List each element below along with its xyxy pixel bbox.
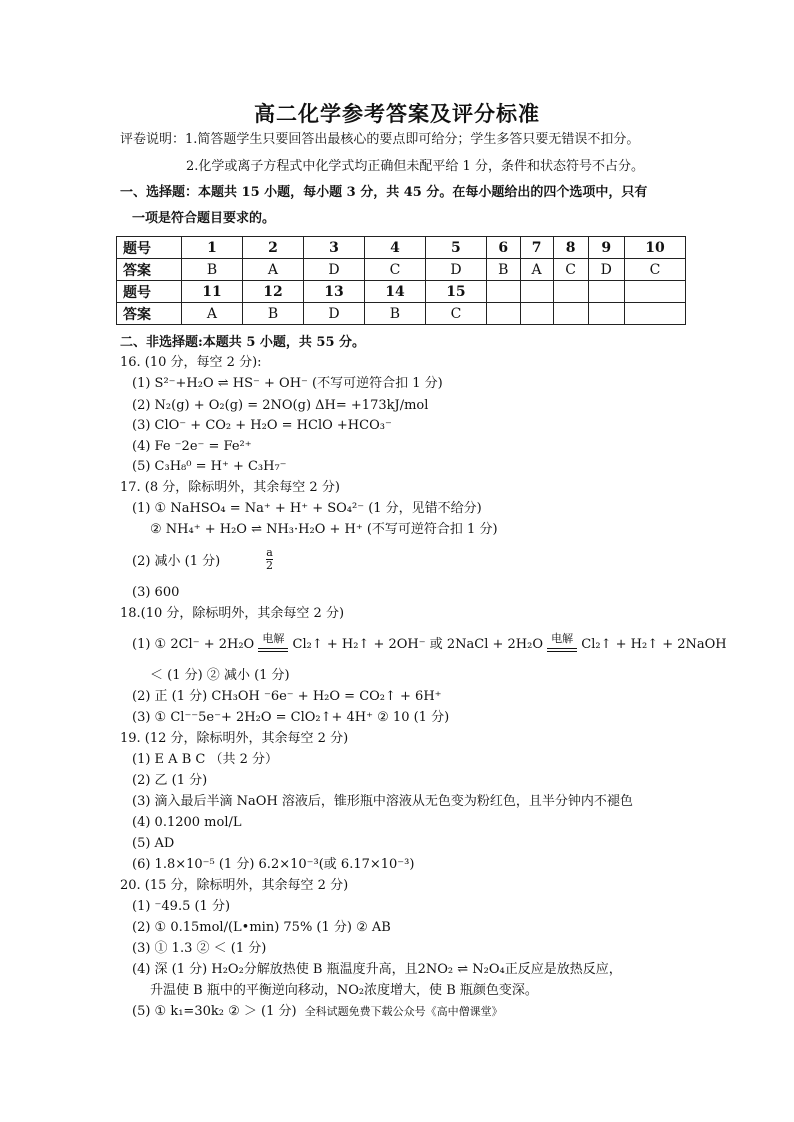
table-cell: 5 [425,237,486,259]
table-cell: 3 [303,237,364,259]
answer-table [116,236,686,325]
q19-answer-3: (3) 滴入最后半滴 NaOH 溶液后，锥形瓶中溶液从无色变为粉红色，且半分钟内不褪色 [132,794,633,809]
grading-notes-1 [120,131,639,149]
q18-answer-1 [132,632,727,658]
q18-eq-left: (1) ① 2Cl⁻ + 2H₂O [132,637,255,652]
table-cell [588,303,624,325]
table-cell: 13 [303,281,364,303]
table-cell: 12 [242,281,303,303]
table-cell: 1 [182,237,243,259]
q17-answer-1: (1) ① NaHSO₄ = Na⁺ + H⁺ + SO₄²⁻ (1 分，见错不给分) [132,501,482,516]
q16-answer-4: (4) Fe ⁻2e⁻ = Fe²⁺ [132,439,252,454]
q19-answer-2: (2) 乙 (1 分) [132,773,208,788]
electrolysis-condition [258,630,288,652]
table-cell: 4 [364,237,425,259]
condition-text: 电解 [262,632,285,645]
q16-answer-5: (5) C₃H₈⁰ = H⁺ + C₃H₇⁻ [132,459,287,474]
table-cell: A [520,259,553,281]
table-cell: C [553,259,588,281]
q19-answer-4: (4) 0.1200 mol/L [132,815,242,830]
table-cell: A [182,303,243,325]
electrolysis-condition [547,630,577,652]
q20-answer-3: (3) ① 1.3 ② ＜ (1 分) [132,941,267,956]
table-cell [624,303,685,325]
table-cell: B [364,303,425,325]
q20-answer-2: (2) ① 0.15mol/(L•min) 75% (1 分) ② AB [132,920,391,935]
table-cell [553,303,588,325]
table-cell: B [242,303,303,325]
table-cell: 7 [520,237,553,259]
table-cell: D [303,259,364,281]
row-label-ans: 答案 [117,303,182,325]
q18-answer-4: (3) ① Cl⁻⁻5e⁻+ 2H₂O = ClO₂↑+ 4H⁺ ② 10 (1 分) [132,710,450,725]
footer-note: 全科试题免费下载公众号《高中僧课堂》 [304,1005,503,1018]
q18-eq-middle: Cl₂↑ + H₂↑ + 2OH⁻ 或 2NaCl + 2H₂O [292,637,543,652]
table-cell: 9 [588,237,624,259]
table-cell: 2 [242,237,303,259]
section1-line1: 一、选择题：本题共 15 小题，每小题 3 分，共 45 分。在每小题给出的四个选项中，只有 [120,185,648,200]
table-cell: D [303,303,364,325]
q16-answer-2: (2) N₂(g) + O₂(g) = 2NO(g) ΔH= +173kJ/mol [132,398,429,413]
q20-heading: 20. (15 分，除标明外，其余每空 2 分) [120,878,349,893]
section1-line2: 一项是符合题目要求的。 [132,211,276,226]
q18-eq-right: Cl₂↑ + H₂↑ + 2NaOH [581,637,727,652]
fraction-numerator: a [266,546,273,559]
table-cell [486,303,520,325]
q20-answer-1: (1) ⁻49.5 (1 分) [132,899,231,914]
page-title: 高二化学参考答案及评分标准 [254,101,540,126]
condition-text: 电解 [551,632,574,645]
q19-answer-1: (1) E A B C （共 2 分） [132,752,278,767]
q16-heading: 16. (10 分，每空 2 分): [120,355,262,370]
equals-sign-icon [258,648,288,652]
table-cell: 8 [553,237,588,259]
grading-note-2: 2.化学或离子方程式中化学式均正确但未配平给 1 分，条件和状态符号不占分。 [186,159,644,174]
equals-sign-icon [547,648,577,652]
q17-answer-4: (3) 600 [132,585,180,600]
q20-answer-6 [132,1003,503,1021]
table-cell: 15 [425,281,486,303]
grading-note-1: 1.简答题学生只要回答出最核心的要点即可给分；学生多答只要无错误不扣分。 [185,132,640,147]
table-cell: C [364,259,425,281]
q17-heading: 17. (8 分，除标明外，其余每空 2 分) [120,480,340,495]
table-cell: B [486,259,520,281]
table-cell [520,303,553,325]
table-cell: C [624,259,685,281]
grading-notes-label: 评卷说明： [120,132,186,147]
row-label-ans: 答案 [117,259,182,281]
row-label-num: 题号 [117,281,182,303]
table-cell [486,281,520,303]
q20-answer-4: (4) 深 (1 分) H₂O₂分解放热使 B 瓶温度升高，且2NO₂ ⇌ N₂O₄正反应是放热反应， [132,962,622,977]
q16-answer-1: (1) S²⁻+H₂O ⇌ HS⁻ + OH⁻ (不写可逆符合扣 1 分) [132,376,443,391]
q19-heading: 19. (12 分，除标明外，其余每空 2 分) [120,731,349,746]
q17-answer-3: (2) 减小 (1 分) [132,554,221,569]
table-row [117,237,686,259]
section2-heading: 二、非选择题:本题共 5 小题，共 55 分。 [120,335,366,350]
q19-answer-6: (6) 1.8×10⁻⁵ (1 分) 6.2×10⁻³(或 6.17×10⁻³) [132,857,415,872]
table-cell: 14 [364,281,425,303]
q17-answer-2: ② NH₄⁺ + H₂O ⇌ NH₃·H₂O + H⁺ (不写可逆符合扣 1 分) [150,522,498,537]
table-cell: 10 [624,237,685,259]
table-cell [553,281,588,303]
q20-answer-5: 升温使 B 瓶中的平衡逆向移动，NO₂浓度增大，使 B 瓶颜色变深。 [150,983,538,998]
table-cell: A [242,259,303,281]
row-label-num: 题号 [117,237,182,259]
table-cell [588,281,624,303]
table-cell: 11 [182,281,243,303]
q18-answer-3: (2) 正 (1 分) CH₃OH ⁻6e⁻ + H₂O = CO₂↑ + 6H⁺ [132,689,442,704]
table-row [117,281,686,303]
table-cell: C [425,303,486,325]
q17-fraction [266,547,273,572]
table-cell [624,281,685,303]
table-row [117,259,686,281]
table-cell: D [425,259,486,281]
table-cell: B [182,259,243,281]
table-cell: D [588,259,624,281]
q20-answer-6-text: (5) ① k₁=30k₂ ② ＞ (1 分) [132,1004,297,1019]
table-cell: 6 [486,237,520,259]
table-row [117,303,686,325]
q18-heading: 18.(10 分，除标明外，其余每空 2 分) [120,606,345,621]
q18-answer-2: ＜ (1 分) ② 减小 (1 分) [150,668,290,683]
q19-answer-5: (5) AD [132,836,175,851]
table-cell [520,281,553,303]
q16-answer-3: (3) ClO⁻ + CO₂ + H₂O = HClO +HCO₃⁻ [132,418,392,433]
fraction-denominator: 2 [266,559,273,572]
